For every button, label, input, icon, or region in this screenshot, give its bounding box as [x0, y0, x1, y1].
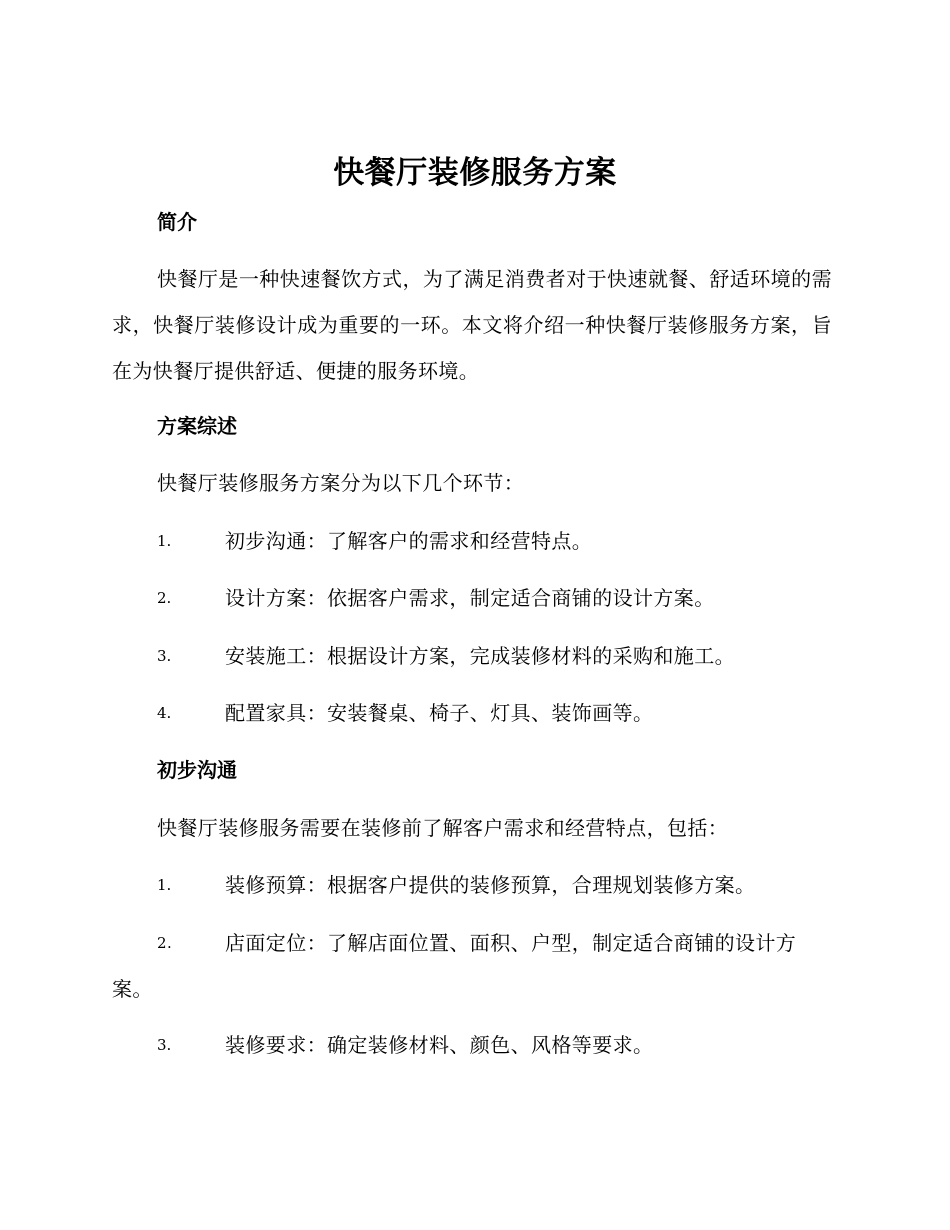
list-item-number: 4.: [157, 704, 172, 722]
list-item-text: 初步沟通：了解客户的需求和经营特点。: [225, 529, 593, 553]
list-item-number: 3.: [157, 1036, 172, 1054]
list-item-text: 设计方案：依据客户需求，制定适合商铺的设计方案。: [225, 586, 715, 610]
list-item-text: 安装施工：根据设计方案，完成装修材料的采购和施工。: [225, 644, 735, 668]
section-heading-overview: 方案综述: [157, 414, 237, 438]
list-item-text: 配置家具：安装餐桌、椅子、灯具、装饰画等。: [225, 701, 654, 725]
section-heading-intro: 简介: [157, 210, 197, 234]
document-title: 快餐厅装修服务方案: [333, 155, 617, 191]
list-item-number: 2.: [157, 934, 173, 952]
intro-paragraph: 快餐厅是一种快速餐饮方式，为了满足消费者对于快速就餐、舒适环境的需求，快餐厅装修设计成为重要的一环。本文将介绍一种快餐厅装修服务方案，旨在为快餐厅提供舒适、便捷的服务环境。: [112, 267, 832, 383]
list-item-number: 1.: [157, 532, 172, 550]
list-item-number: 2.: [157, 589, 172, 607]
overview-intro: 快餐厅装修服务方案分为以下几个环节：: [157, 471, 525, 495]
list-item-text: 装修要求：确定装修材料、颜色、风格等要求。: [225, 1033, 654, 1057]
list-item-number: 3.: [157, 647, 172, 665]
list-item-text: 装修预算：根据客户提供的装修预算，合理规划装修方案。: [225, 873, 756, 897]
section-heading-communication: 初步沟通: [157, 758, 237, 782]
list-item: [112, 920, 832, 1012]
list-item-number: 1.: [157, 876, 172, 894]
list-item-text: 店面定位：了解店面位置、面积、户型，制定适合商铺的设计方案。: [112, 931, 797, 1001]
communication-intro: 快餐厅装修服务需要在装修前了解客户需求和经营特点，包括：: [157, 816, 729, 840]
